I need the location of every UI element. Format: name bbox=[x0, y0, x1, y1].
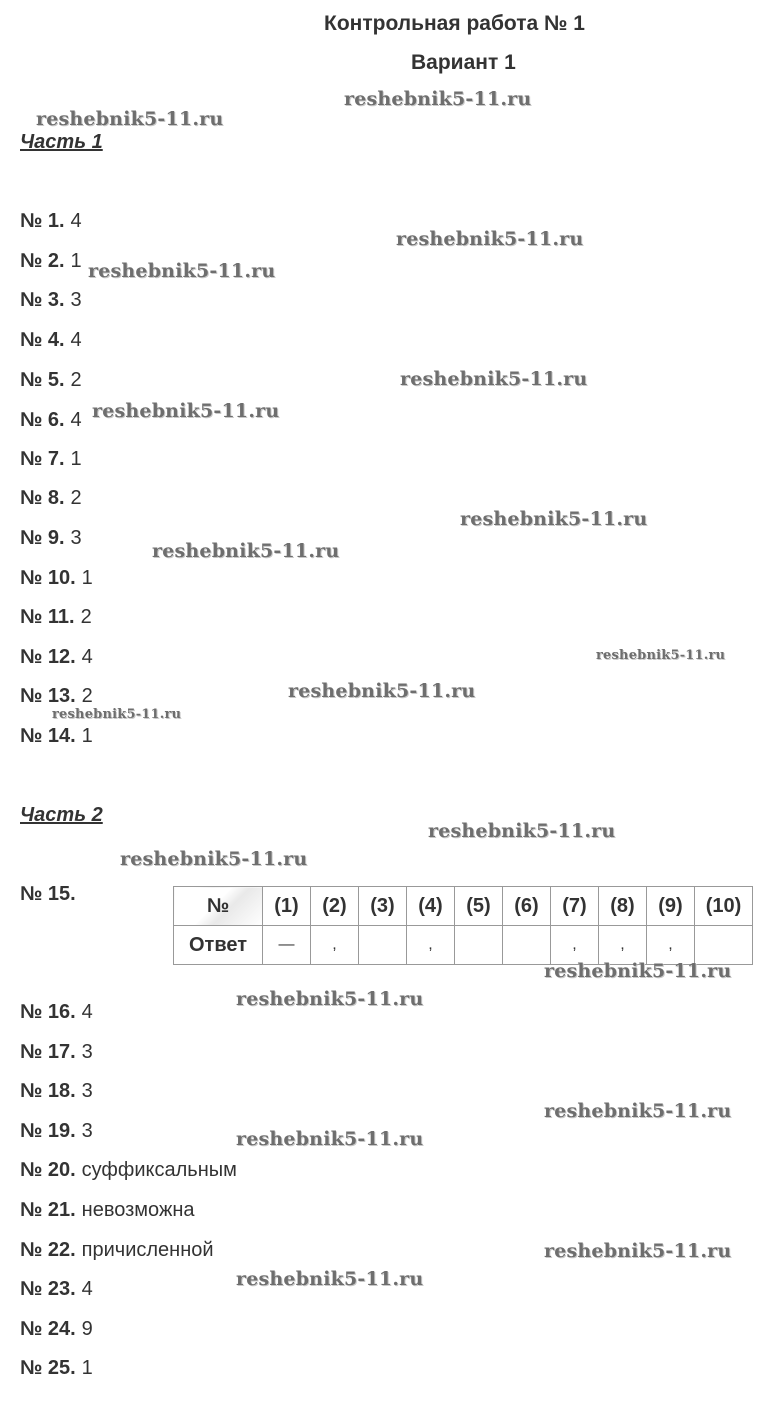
table-column-header: (7) bbox=[551, 887, 599, 926]
list-item bbox=[20, 289, 82, 312]
list-item bbox=[20, 409, 82, 432]
item-number: № 1. bbox=[20, 210, 65, 232]
table-column-header: (5) bbox=[455, 887, 503, 926]
list-item bbox=[20, 1278, 93, 1301]
item-number: № 9. bbox=[20, 527, 65, 549]
table-column-header: (8) bbox=[599, 887, 647, 926]
watermark: reshebnik5-11.ru bbox=[92, 400, 280, 422]
list-item bbox=[20, 1199, 195, 1222]
item-answer: невозможна bbox=[81, 1199, 195, 1221]
watermark: reshebnik5-11.ru bbox=[460, 508, 648, 530]
table-column-header: (3) bbox=[359, 887, 407, 926]
item-answer: причисленной bbox=[81, 1239, 214, 1261]
item-answer: 3 bbox=[81, 1120, 93, 1142]
item-number: № 13. bbox=[20, 685, 76, 707]
item-number: № 15. bbox=[20, 883, 76, 905]
watermark: reshebnik5-11.ru bbox=[236, 1268, 424, 1290]
part2-heading: Часть 2 bbox=[20, 804, 103, 826]
item-number: № 18. bbox=[20, 1080, 76, 1102]
table-cell: , bbox=[551, 926, 599, 965]
item-answer: 1 bbox=[70, 250, 82, 272]
item-number: № 24. bbox=[20, 1318, 76, 1340]
watermark: reshebnik5-11.ru bbox=[36, 108, 224, 130]
item-answer: 1 bbox=[81, 567, 93, 589]
list-item bbox=[20, 527, 82, 550]
table-cell: , bbox=[647, 926, 695, 965]
table-cell: — bbox=[263, 926, 311, 965]
watermark: reshebnik5-11.ru bbox=[544, 1100, 732, 1122]
list-item bbox=[20, 725, 93, 748]
table-cell bbox=[695, 926, 753, 965]
item-answer: 2 bbox=[70, 369, 82, 391]
list-item bbox=[20, 487, 82, 510]
watermark: reshebnik5-11.ru bbox=[344, 88, 532, 110]
list-item bbox=[20, 1001, 93, 1024]
item-answer: 4 bbox=[81, 646, 93, 668]
list-item bbox=[20, 567, 93, 590]
watermark: reshebnik5-11.ru bbox=[88, 260, 276, 282]
list-item bbox=[20, 1120, 93, 1143]
item-answer: 4 bbox=[81, 1278, 93, 1300]
item-answer: суффиксальным bbox=[81, 1159, 237, 1181]
watermark: reshebnik5-11.ru bbox=[596, 648, 726, 663]
watermark: reshebnik5-11.ru bbox=[400, 368, 588, 390]
table-column-header: (4) bbox=[407, 887, 455, 926]
item-answer: 1 bbox=[70, 448, 82, 470]
item-number: № 19. bbox=[20, 1120, 76, 1142]
item-number: № 14. bbox=[20, 725, 76, 747]
item-number: № 23. bbox=[20, 1278, 76, 1300]
item-answer: 4 bbox=[70, 329, 82, 351]
watermark: reshebnik5-11.ru bbox=[288, 680, 476, 702]
table-row bbox=[174, 926, 753, 965]
item-answer: 1 bbox=[81, 1357, 93, 1379]
watermark: reshebnik5-11.ru bbox=[236, 1128, 424, 1150]
table-cell: , bbox=[407, 926, 455, 965]
item-number: № 11. bbox=[20, 606, 75, 628]
list-item bbox=[20, 1080, 93, 1103]
list-item bbox=[20, 250, 82, 273]
item-number: № 6. bbox=[20, 409, 65, 431]
item-number: № 3. bbox=[20, 289, 65, 311]
item-number: № 21. bbox=[20, 1199, 76, 1221]
table-column-header: (9) bbox=[647, 887, 695, 926]
table-column-header: (10) bbox=[695, 887, 753, 926]
list-item bbox=[20, 685, 93, 708]
item-answer: 2 bbox=[80, 606, 92, 628]
table-column-header: (1) bbox=[263, 887, 311, 926]
table-cell: , bbox=[599, 926, 647, 965]
item-answer: 3 bbox=[70, 289, 82, 311]
item-number: № 17. bbox=[20, 1041, 76, 1063]
item-number: № 16. bbox=[20, 1001, 76, 1023]
list-item bbox=[20, 606, 92, 629]
list-item bbox=[20, 448, 82, 471]
watermark: reshebnik5-11.ru bbox=[152, 540, 340, 562]
list-item bbox=[20, 1239, 214, 1262]
watermark: reshebnik5-11.ru bbox=[544, 1240, 732, 1262]
watermark: reshebnik5-11.ru bbox=[236, 988, 424, 1010]
list-item bbox=[20, 883, 76, 906]
item-number: № 5. bbox=[20, 369, 65, 391]
list-item bbox=[20, 646, 93, 669]
table-column-header: (2) bbox=[311, 887, 359, 926]
page-title: Контрольная работа № 1 bbox=[324, 12, 585, 35]
list-item bbox=[20, 1159, 237, 1182]
answer-table bbox=[173, 886, 753, 965]
table-column-header: (6) bbox=[503, 887, 551, 926]
watermark: reshebnik5-11.ru bbox=[544, 960, 732, 982]
table-corner-cell: № bbox=[174, 887, 263, 926]
item-answer: 2 bbox=[70, 487, 82, 509]
list-item bbox=[20, 1318, 93, 1341]
table-cell bbox=[359, 926, 407, 965]
item-answer: 4 bbox=[70, 210, 82, 232]
item-number: № 2. bbox=[20, 250, 65, 272]
item-number: № 25. bbox=[20, 1357, 76, 1379]
item-answer: 3 bbox=[81, 1041, 93, 1063]
item-answer: 4 bbox=[70, 409, 82, 431]
watermark: reshebnik5-11.ru bbox=[428, 820, 616, 842]
list-item bbox=[20, 369, 82, 392]
watermark: reshebnik5-11.ru bbox=[120, 848, 308, 870]
item-number: № 10. bbox=[20, 567, 76, 589]
list-item bbox=[20, 210, 82, 233]
item-number: № 22. bbox=[20, 1239, 76, 1261]
item-number: № 20. bbox=[20, 1159, 76, 1181]
table-header-row bbox=[174, 887, 753, 926]
item-answer: 3 bbox=[81, 1080, 93, 1102]
table-row-label: Ответ bbox=[174, 926, 263, 965]
item-answer: 1 bbox=[81, 725, 93, 747]
table-cell bbox=[503, 926, 551, 965]
part1-heading: Часть 1 bbox=[20, 131, 103, 153]
item-answer: 3 bbox=[70, 527, 82, 549]
item-answer: 2 bbox=[81, 685, 93, 707]
variant-title: Вариант 1 bbox=[411, 51, 516, 74]
item-answer: 4 bbox=[81, 1001, 93, 1023]
list-item bbox=[20, 1041, 93, 1064]
table-cell bbox=[455, 926, 503, 965]
watermark: reshebnik5-11.ru bbox=[396, 228, 584, 250]
item-number: № 7. bbox=[20, 448, 65, 470]
item-number: № 12. bbox=[20, 646, 76, 668]
item-number: № 8. bbox=[20, 487, 65, 509]
watermark: reshebnik5-11.ru bbox=[52, 707, 182, 722]
table-cell: , bbox=[311, 926, 359, 965]
item-number: № 4. bbox=[20, 329, 65, 351]
list-item bbox=[20, 329, 82, 352]
list-item bbox=[20, 1357, 93, 1380]
item-answer: 9 bbox=[81, 1318, 93, 1340]
